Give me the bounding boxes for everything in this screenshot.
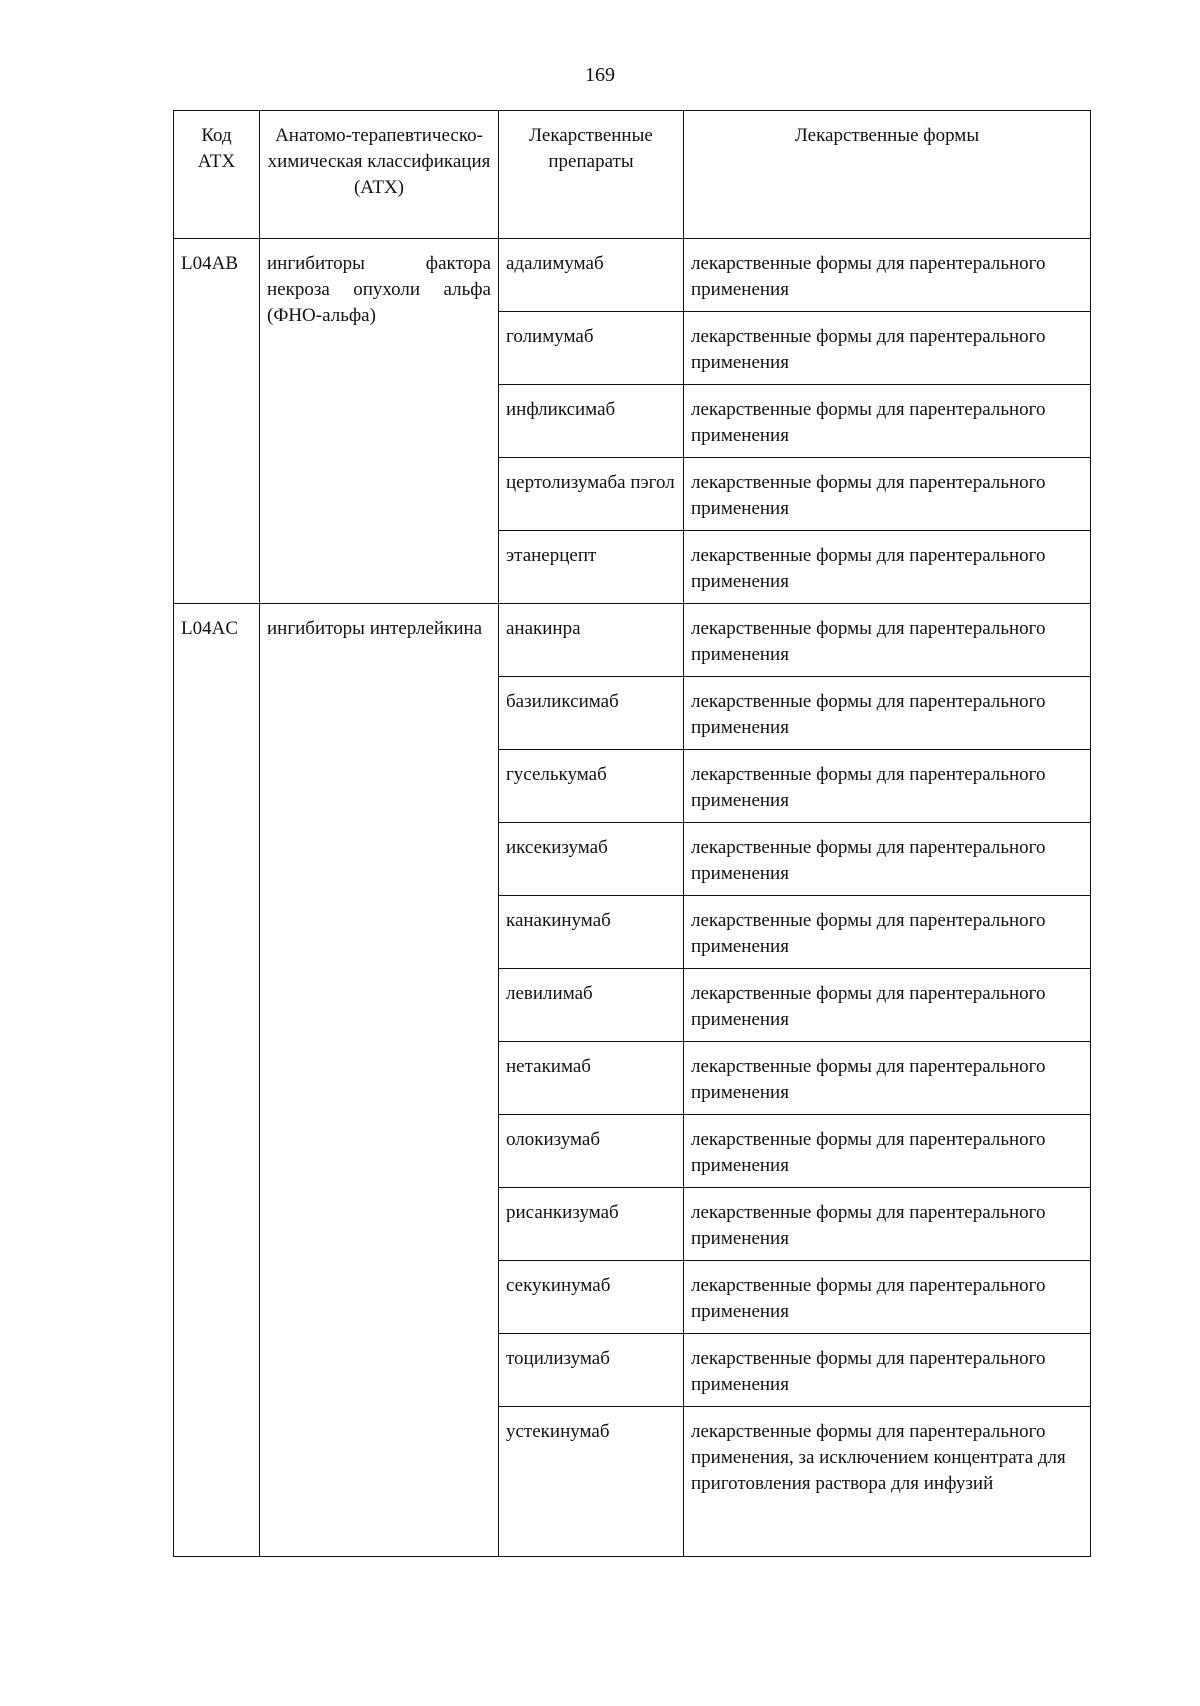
form-cell: лекарственные формы для парентерального применения xyxy=(684,969,1091,1042)
form-cell: лекарственные формы для парентерального применения xyxy=(684,1115,1091,1188)
drug-cell: канакинумаб xyxy=(499,896,684,969)
table-row xyxy=(174,239,1091,312)
form-cell: лекарственные формы для парентерального применения xyxy=(684,385,1091,458)
form-cell: лекарственные формы для парентерального применения xyxy=(684,677,1091,750)
form-cell: лекарственные формы для парентерального применения xyxy=(684,239,1091,312)
drug-cell: рисанкизумаб xyxy=(499,1188,684,1261)
drug-cell: базиликсимаб xyxy=(499,677,684,750)
drug-cell: цертолизумаба пэгол xyxy=(499,458,684,531)
atx-classification-cell: ингибиторы фактора некроза опухоли альфа (ФНО-альфа) xyxy=(260,239,499,604)
drug-cell: тоцилизумаб xyxy=(499,1334,684,1407)
table-header-row xyxy=(174,111,1091,239)
header-forms: Лекарственные формы xyxy=(684,111,1091,239)
form-cell: лекарственные формы для парентерального применения xyxy=(684,896,1091,969)
form-cell: лекарственные формы для парентерального применения xyxy=(684,823,1091,896)
form-cell: лекарственные формы для парентерального применения xyxy=(684,458,1091,531)
table-row xyxy=(174,604,1091,677)
drug-cell: олокизумаб xyxy=(499,1115,684,1188)
drug-cell: гуселькумаб xyxy=(499,750,684,823)
atx-table xyxy=(173,110,1091,1557)
page-number: 169 xyxy=(585,64,615,86)
form-cell: лекарственные формы для парентерального применения xyxy=(684,1261,1091,1334)
form-cell: лекарственные формы для парентерального применения xyxy=(684,604,1091,677)
header-classification: Анатомо-терапевтическо-химическая классификация (АТХ) xyxy=(260,111,499,239)
form-cell: лекарственные формы для парентерального применения xyxy=(684,312,1091,385)
header-drugs: Лекарственные препараты xyxy=(499,111,684,239)
drug-cell: голимумаб xyxy=(499,312,684,385)
drug-cell: нетакимаб xyxy=(499,1042,684,1115)
form-cell: лекарственные формы для парентерального применения, за исключением концентрата для приготовления раствора для инфузий xyxy=(684,1407,1091,1557)
form-cell: лекарственные формы для парентерального применения xyxy=(684,750,1091,823)
drug-cell: этанерцепт xyxy=(499,531,684,604)
drug-cell: левилимаб xyxy=(499,969,684,1042)
form-cell: лекарственные формы для парентерального применения xyxy=(684,531,1091,604)
drug-cell: адалимумаб xyxy=(499,239,684,312)
drug-cell: устекинумаб xyxy=(499,1407,684,1557)
atx-code-cell: L04AB xyxy=(174,239,260,604)
drug-cell: инфликсимаб xyxy=(499,385,684,458)
form-cell: лекарственные формы для парентерального применения xyxy=(684,1042,1091,1115)
drug-cell: иксекизумаб xyxy=(499,823,684,896)
drug-cell: анакинра xyxy=(499,604,684,677)
drug-cell: секукинумаб xyxy=(499,1261,684,1334)
header-code: Код АТХ xyxy=(174,111,260,239)
atx-code-cell: L04AC xyxy=(174,604,260,1557)
form-cell: лекарственные формы для парентерального применения xyxy=(684,1334,1091,1407)
atx-classification-cell: ингибиторы интерлейкина xyxy=(260,604,499,1557)
form-cell: лекарственные формы для парентерального применения xyxy=(684,1188,1091,1261)
